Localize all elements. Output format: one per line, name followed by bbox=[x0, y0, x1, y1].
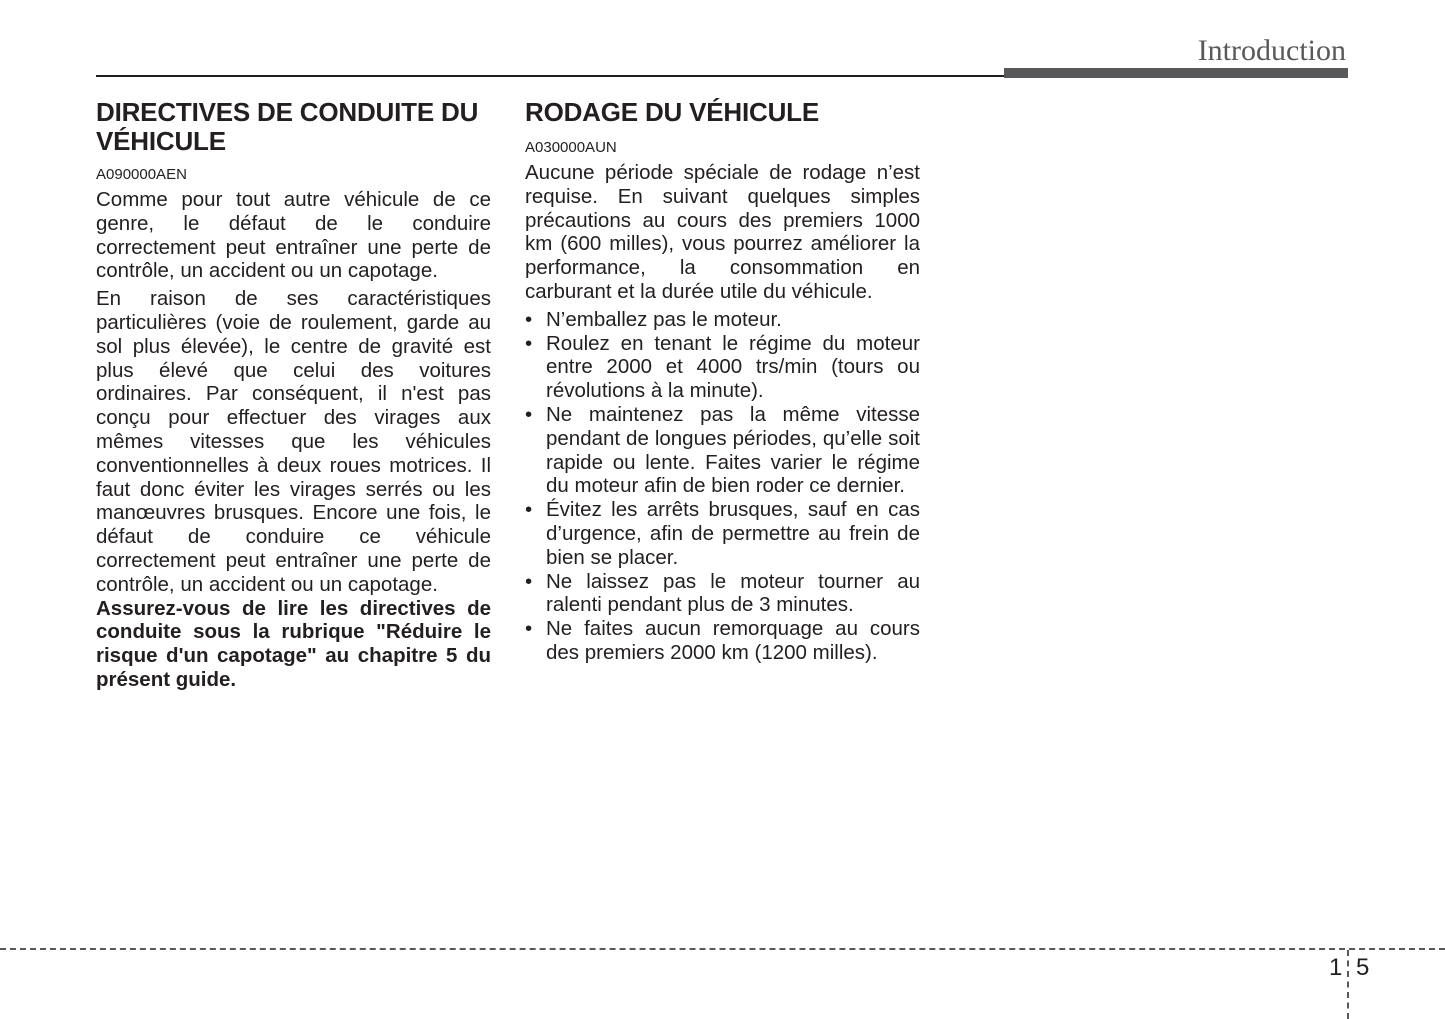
reference-code: A030000AUN bbox=[525, 139, 617, 156]
page-number: 5 bbox=[1356, 954, 1370, 981]
section-heading: RODAGE DU VÉHICULE bbox=[525, 97, 819, 127]
list-item: • Ne maintenez pas la même vitesse pendant de longues périodes, qu’elle soit rapide ou lente. Faites varier le régime du moteur afin de bien roder ce dernier. bbox=[525, 403, 920, 498]
paragraph: En raison de ses caractéristiques particulières (voie de roulement, garde au sol plus élevée), le centre de gravité est plus élevé que celui des voitures ordinaires. Par conséquent, il n'est pas conçu pour effectuer des virages aux mêmes vitesses que les véhicules conventionnelles à deux roues motrices. Il faut donc éviter les virages serrés ou les manœuvres brusques. Encore une fois, le défaut de conduire ce véhicule correctement peut entraîner une perte de contrôle, un accident ou un capotage. bbox=[96, 287, 491, 596]
section-title: Introduction bbox=[1197, 34, 1346, 67]
header-bar bbox=[1004, 68, 1348, 78]
page-number-divider bbox=[1347, 950, 1349, 1019]
paragraph: Aucune période spéciale de rodage n’est requise. En suivant quelques simples précautions au cours des premiers 1000 km (600 milles), vous pourrez améliorer la performance, la consommation en carburant et la durée utile du véhicule. bbox=[525, 161, 920, 303]
bullet-list bbox=[525, 308, 920, 665]
paragraph: Comme pour tout autre véhicule de ce genre, le défaut de le conduire correctement peut entraîner une perte de contrôle, un accident ou un capotage. bbox=[96, 188, 491, 283]
driving-guidelines-section bbox=[96, 98, 491, 696]
section-heading: DIRECTIVES DE CONDUITE DU VÉHICULE bbox=[96, 97, 479, 156]
reference-code: A090000AEN bbox=[96, 166, 187, 183]
header-rule bbox=[96, 75, 1006, 77]
bold-note: Assurez-vous de lire les directives de conduite sous la rubrique "Réduire le risque d'un capotage" au chapitre 5 du présent guide. bbox=[96, 596, 491, 691]
footer-divider bbox=[0, 948, 1445, 950]
break-in-section bbox=[525, 98, 920, 665]
list-item: • Roulez en tenant le régime du moteur entre 2000 et 4000 trs/min (tours ou révolutions à la minute). bbox=[525, 332, 920, 403]
list-item: • Ne laissez pas le moteur tourner au ralenti pendant plus de 3 minutes. bbox=[525, 570, 920, 618]
chapter-number: 1 bbox=[1329, 954, 1343, 981]
list-item: • Ne faites aucun remorquage au cours des premiers 2000 km (1200 milles). bbox=[525, 617, 920, 665]
list-item: • N’emballez pas le moteur. bbox=[525, 308, 920, 332]
list-item: • Évitez les arrêts brusques, sauf en cas d’urgence, afin de permettre au frein de bien se placer. bbox=[525, 498, 920, 569]
